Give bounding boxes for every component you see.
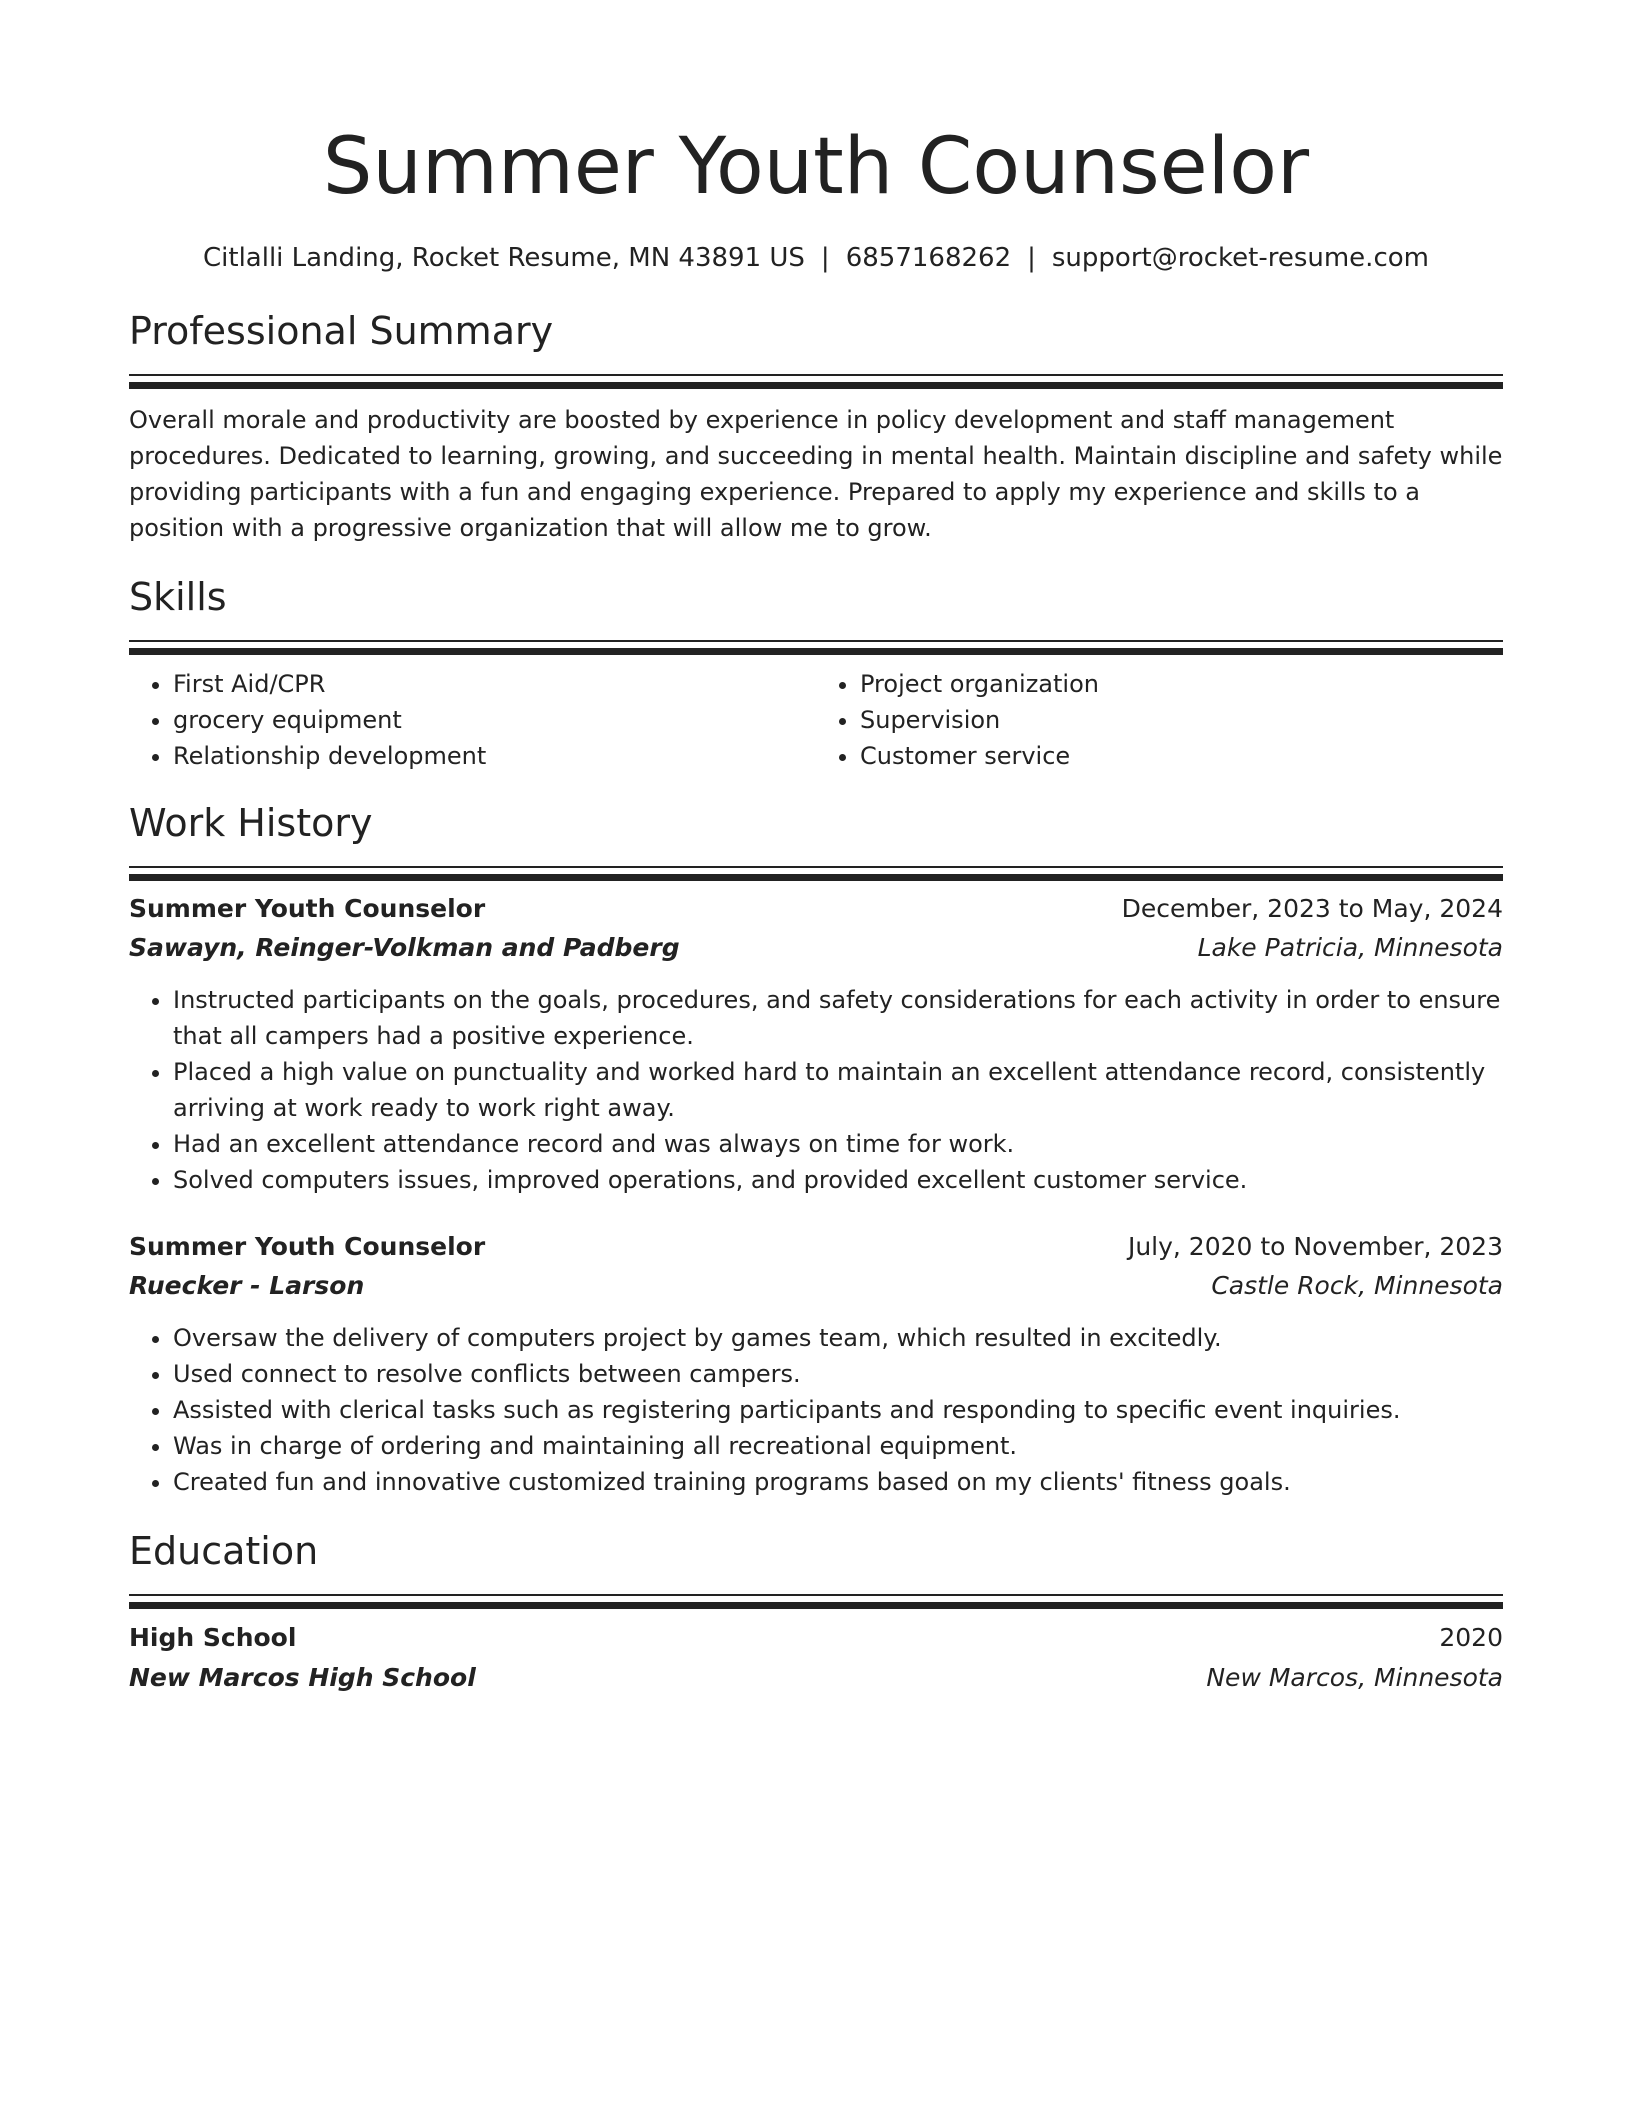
- section-divider: [129, 866, 1503, 868]
- job-bullet: • Had an excellent attendance record and was always on time for work.: [173, 1126, 1503, 1162]
- job-header-row: [129, 1228, 1503, 1266]
- education-year: 2020: [1439, 1623, 1503, 1652]
- job-bullet: • Solved computers issues, improved operations, and provided excellent customer service.: [173, 1162, 1503, 1198]
- contact-line: [129, 240, 1503, 276]
- job-header-row: [129, 890, 1503, 928]
- education-header-row: [129, 1618, 1503, 1658]
- education-school-row: [129, 1658, 1503, 1698]
- job-bullet: • Oversaw the delivery of computers project by games team, which resulted in excitedly.: [173, 1320, 1503, 1356]
- skill-item: • Supervision: [860, 702, 1503, 738]
- contact-phone: 6857168262: [845, 243, 1012, 273]
- work-heading: Work History: [129, 801, 373, 845]
- skills-heading: Skills: [129, 575, 227, 619]
- section-divider: [129, 640, 1503, 642]
- job-location: Lake Patricia, Minnesota: [1197, 933, 1503, 962]
- skills-section: [129, 572, 1503, 774]
- section-divider: [129, 374, 1503, 376]
- education-body: [129, 1618, 1503, 1698]
- job-bullet: • Created fun and innovative customized training programs based on my clients' fitness goals.: [173, 1464, 1503, 1500]
- education-degree: High School: [129, 1623, 297, 1652]
- job-company: Ruecker - Larson: [129, 1271, 365, 1300]
- job-bullets: [129, 982, 1503, 1198]
- skills-list: [129, 666, 1503, 774]
- contact-separator: |: [1027, 243, 1036, 273]
- skill-item: • First Aid/CPR: [173, 666, 816, 702]
- skill-item: • Relationship development: [173, 738, 816, 774]
- work-body: [129, 890, 1503, 1500]
- job-title: Summer Youth Counselor: [129, 1232, 486, 1261]
- skill-item: • Customer service: [860, 738, 1503, 774]
- education-school: New Marcos High School: [129, 1663, 476, 1692]
- work-section: [129, 798, 1503, 1500]
- job-bullet: • Placed a high value on punctuality and worked hard to maintain an excellent attendance record, consistently arriving at work ready to work right away.: [173, 1054, 1503, 1126]
- summary-section: [129, 306, 1503, 546]
- job-company: Sawayn, Reinger-Volkman and Padberg: [129, 933, 680, 962]
- contact-email: support@rocket-resume.com: [1051, 243, 1429, 273]
- job-bullet: • Was in charge of ordering and maintaining all recreational equipment.: [173, 1428, 1503, 1464]
- job-entry: [129, 1228, 1503, 1500]
- contact-separator: |: [820, 243, 830, 273]
- job-dates: July, 2020 to November, 2023: [1127, 1232, 1503, 1261]
- skill-item: • Project organization: [860, 666, 1503, 702]
- education-section: [129, 1526, 1503, 1698]
- skills-column-left: [129, 666, 816, 774]
- job-company-row: [129, 928, 1503, 968]
- summary-text: Overall morale and productivity are boosted by experience in policy development and staff management procedures. Dedicated to learning, growing, and succeeding in mental health. Maintain discipline and safety while providing participants with a fun and engaging experience. Prepared to apply my experience and skills to a position with a progressive organization that will allow me to grow.: [129, 406, 1503, 542]
- job-entry: [129, 890, 1503, 1198]
- summary-body: [129, 402, 1503, 546]
- job-bullet: • Assisted with clerical tasks such as registering participants and responding to specific event inquiries.: [173, 1392, 1503, 1428]
- job-bullet: • Instructed participants on the goals, procedures, and safety considerations for each activity in order to ensure that all campers had a positive experience.: [173, 982, 1503, 1054]
- skills-column-right: [816, 666, 1503, 774]
- job-bullet: • Used connect to resolve conflicts between campers.: [173, 1356, 1503, 1392]
- resume-name: Summer Youth Counselor: [322, 122, 1310, 212]
- job-location: Castle Rock, Minnesota: [1211, 1271, 1503, 1300]
- skill-item: • grocery equipment: [173, 702, 816, 738]
- job-dates: December, 2023 to May, 2024: [1121, 894, 1503, 923]
- job-bullets: [129, 1320, 1503, 1500]
- section-divider: [129, 1594, 1503, 1596]
- education-heading: Education: [129, 1529, 319, 1573]
- summary-heading: Professional Summary: [129, 309, 554, 353]
- job-title: Summer Youth Counselor: [129, 894, 486, 923]
- contact-address: Citlalli Landing, Rocket Resume, MN 43891 US: [203, 243, 805, 273]
- job-company-row: [129, 1266, 1503, 1306]
- education-location: New Marcos, Minnesota: [1206, 1663, 1503, 1692]
